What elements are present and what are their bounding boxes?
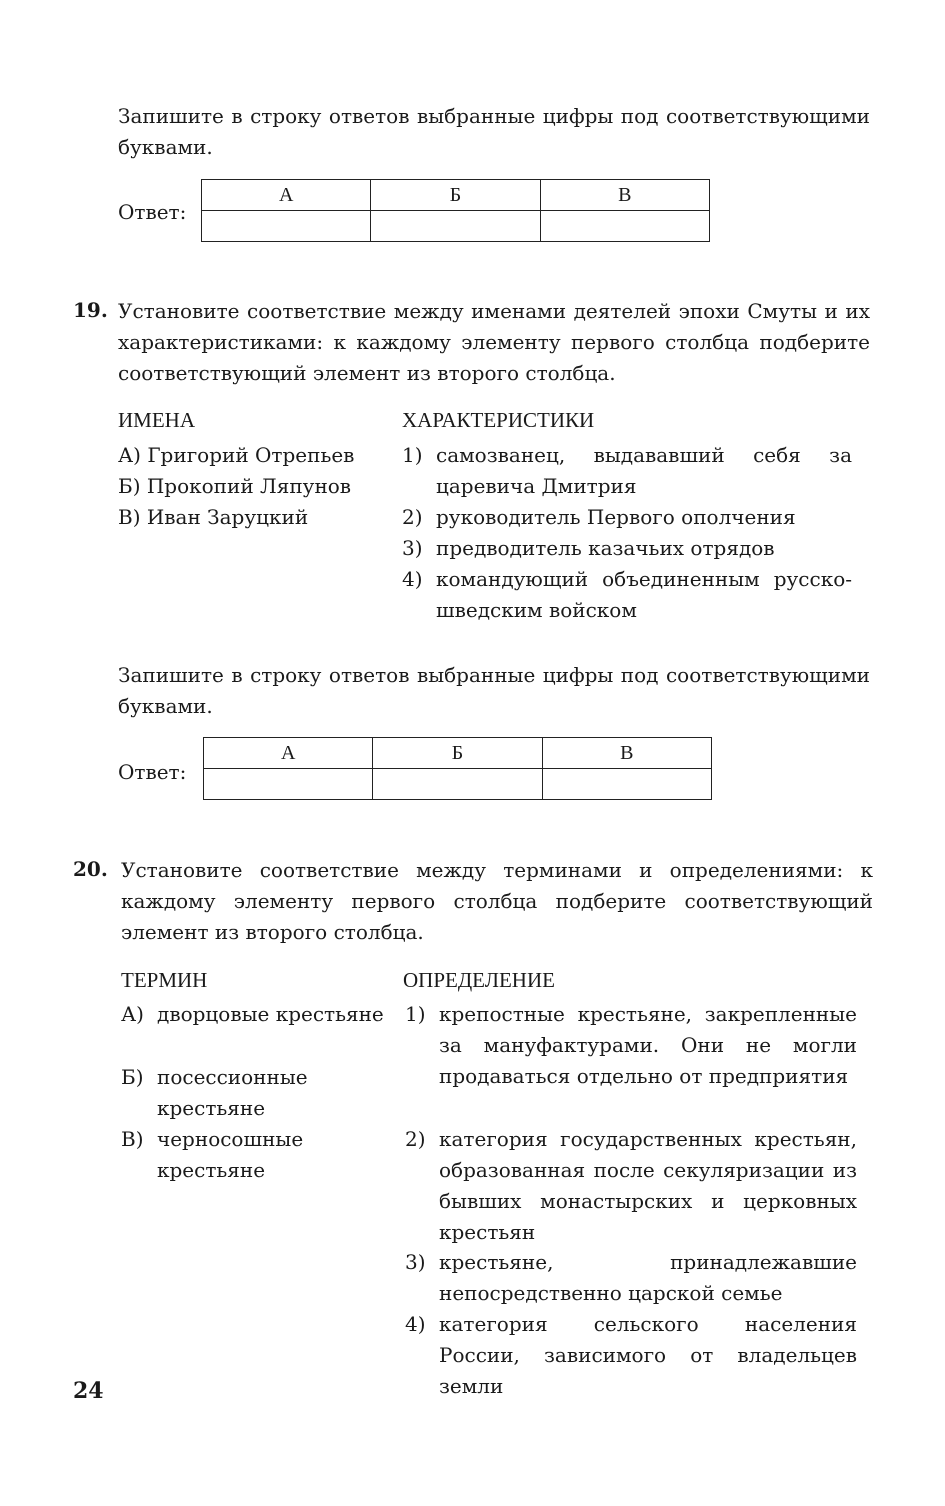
answer-cell-b[interactable] [371,211,540,242]
item-text: дворцовые крестьяне [157,1002,384,1026]
item-number: 2) [402,505,423,529]
column-a-header: А [202,180,371,211]
item-number: 2) [405,1127,426,1151]
item-text: предводитель казачьих отрядов [436,536,775,560]
q19-left-item-c [118,502,388,533]
q20-left-heading: ТЕРМИН [121,968,208,992]
answer-label: Ответ: [118,200,187,224]
item-label: А) [121,1002,144,1026]
question-19-text: Установите соответствие между именами деятелей эпохи Смуты и их характеристиками: к каждому элементу первого столбца подберите соответствующий элемент из второго столбца. [118,299,870,385]
column-c-header: В [542,738,711,769]
answer-cell-a[interactable] [202,211,371,242]
column-b-header: Б [373,738,542,769]
q20-right-item-1 [405,999,857,1092]
q20-right-item-2 [405,1124,857,1248]
item-label: А) [118,443,141,467]
page-number: 24 [73,1378,104,1404]
q20-left-item-a [121,999,385,1030]
item-text: руководитель Первого ополчения [436,505,796,529]
item-number: 1) [405,1002,426,1026]
column-a-header: А [204,738,373,769]
q19-right-item-2 [402,502,852,533]
item-text: категория сельского населения России, зависимого от владельцев земли [439,1312,857,1398]
answer-cell-a[interactable] [204,769,373,800]
item-text: командующий объединенным русско-шведским войском [436,567,852,622]
item-text: Иван Заруцкий [146,505,309,529]
q19-right-item-4 [402,564,852,626]
item-number: 3) [402,536,423,560]
item-text: категория государственных крестьян, образованная после секуляризации из бывших монастырских и церковных крестьян [439,1127,857,1244]
item-number: 3) [405,1250,426,1274]
q20-right-item-3 [405,1247,857,1309]
q19-left-item-a [118,440,388,471]
answer-cell-c[interactable] [542,769,711,800]
question-20-number: 20. [73,857,108,881]
answer-header-row [204,738,712,769]
item-text: черносошные крестьяне [157,1127,304,1182]
q19-instruction-text: Запишите в строку ответов выбранные цифры под соответствующими буквами. [118,663,870,718]
item-text: Прокопий Ляпунов [146,474,352,498]
item-text: Григорий Отрепьев [147,443,355,467]
q19-left-item-b [118,471,388,502]
column-c-header: В [540,180,709,211]
column-b-header: Б [371,180,540,211]
item-label: Б) [121,1065,144,1089]
question-19-number: 19. [73,298,108,322]
q19-answer-table [203,737,712,800]
question-20-text: Установите соответствие между терминами и определениями: к каждому элементу первого столбца подберите соответствующий элемент из второго столбца. [121,858,873,944]
item-number: 1) [402,443,423,467]
answer-header-row [202,180,710,211]
answer-table [201,179,710,242]
q20-right-heading: ОПРЕДЕЛЕНИЕ [403,968,555,992]
q19-answer-label: Ответ: [118,760,187,784]
answer-cell-b[interactable] [373,769,542,800]
item-text: крепостные крестьяне, закрепленные за мануфактурами. Они не могли продаваться отдельно от предприятия [439,1002,857,1088]
answer-input-row [202,211,710,242]
answer-input-row [204,769,712,800]
instruction-text: Запишите в строку ответов выбранные цифры под соответствующими буквами. [118,104,870,159]
q20-left-item-c [121,1124,385,1186]
q19-right-item-1 [402,440,852,502]
item-number: 4) [402,567,423,591]
item-text: крестьяне, принадлежавшие непосредственно царской семье [439,1250,857,1305]
q19-left-heading: ИМЕНА [118,408,195,432]
item-text: посессионные крестьяне [157,1065,308,1120]
q19-right-item-3 [402,533,852,564]
q20-left-item-b [121,1062,385,1124]
q20-right-item-4 [405,1309,857,1402]
item-label: Б) [118,474,141,498]
item-number: 4) [405,1312,426,1336]
q19-right-heading: ХАРАКТЕРИСТИКИ [402,408,595,432]
answer-cell-c[interactable] [540,211,709,242]
item-text: самозванец, выдававший себя за царевича Дмитрия [436,443,852,498]
item-label: В) [118,505,141,529]
item-label: В) [121,1127,144,1151]
